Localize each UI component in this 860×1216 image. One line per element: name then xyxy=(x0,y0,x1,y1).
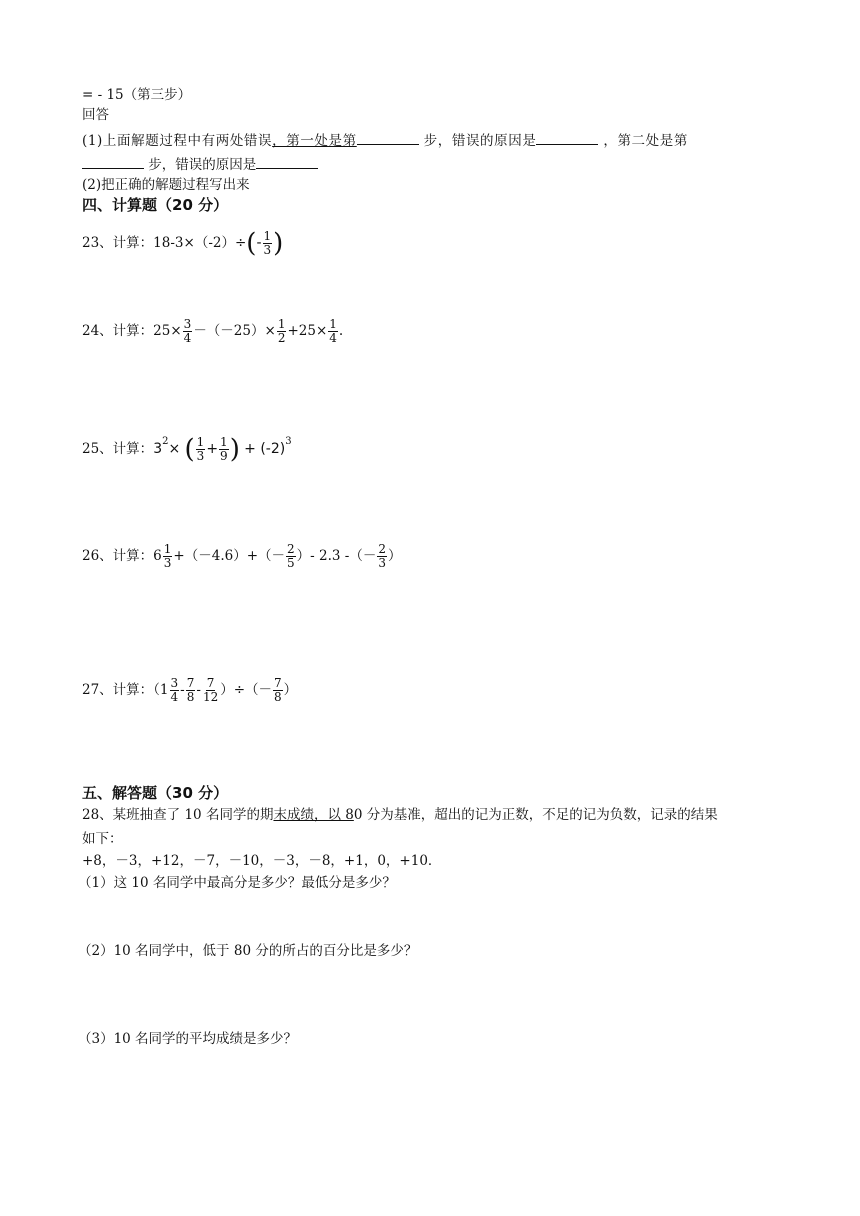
fraction: $\frac{1}{2}$ xyxy=(277,317,286,345)
fraction: $\frac{1}{3}$ xyxy=(263,229,272,257)
underlined-text: 末成绩，以 8 xyxy=(273,807,354,823)
problem-26: 26、计算：6 $\frac{1}{3}$ +（－4.6）+（－ $\frac{2}{5}$ ）- 2.3 -（－ $\frac{2}{3}$ ） xyxy=(82,542,402,570)
problem-24: 24、计算：25× $\frac{3}{4}$ －（－25）× $\frac{1}{2}$ +25× $\frac{1}{4}$ . xyxy=(82,317,344,345)
fraction: $\frac{7}{12}$ xyxy=(202,676,219,704)
section-5-heading: 五、解答题（30 分） xyxy=(82,784,229,802)
answer-blank[interactable] xyxy=(357,132,419,145)
answer-blank[interactable] xyxy=(256,156,318,169)
fraction: $\frac{7}{8}$ xyxy=(274,676,282,704)
problem-23: 23、计算：18-3×（-2）÷(- $\frac{1}{3}$ ) xyxy=(82,228,284,259)
problem-28: 28、某班抽查了 10 名同学的期末成绩，以 80 分为基准，超出的记为正数，不足的记为负数，记录的结果 xyxy=(82,807,718,823)
fraction: $\frac{2}{5}$ xyxy=(287,542,295,570)
problem-28-cont: 如下： xyxy=(82,831,123,847)
fraction: $\frac{1}{3}$ xyxy=(163,542,172,570)
fraction: $\frac{2}{3}$ xyxy=(378,542,386,570)
problem-25: 25、计算：$3^2\times$ ( $\frac{1}{3}$ + $\frac{1}{9}$ ) + $(-2)^3$ xyxy=(82,434,292,465)
fraction: $\frac{1}{9}$ xyxy=(220,435,228,463)
question-2-line: (2)把正确的解题过程写出来 xyxy=(82,177,250,193)
sub-question-3: （3）10 名同学的平均成绩是多少？ xyxy=(78,1031,298,1047)
fraction: $\frac{3}{4}$ xyxy=(183,317,192,345)
problem-27: 27、计算：（1 $\frac{3}{4}$ - $\frac{7}{8}$ - $\frac{7}{12}$ ）÷（－ $\frac{7}{8}$ ） xyxy=(82,676,298,704)
sub-question-2: （2）10 名同学中，低于 80 分的所占的百分比是多少？ xyxy=(78,943,418,959)
fraction: $\frac{1}{4}$ xyxy=(329,317,337,345)
fraction: $\frac{7}{8}$ xyxy=(186,676,195,704)
underlined-text: ，第一处是第 xyxy=(272,133,357,149)
section-4-heading: 四、计算题（20 分） xyxy=(82,196,229,214)
fraction: $\frac{1}{3}$ xyxy=(196,435,205,463)
question-1-line-cont: 步，错误的原因是 xyxy=(82,156,318,174)
fraction: $\frac{3}{4}$ xyxy=(170,676,179,704)
answer-blank[interactable] xyxy=(536,132,598,145)
previous-step-line: = - 15（第三步） xyxy=(82,87,192,103)
sub-question-1: （1）这 10 名同学中最高分是多少？最低分是多少？ xyxy=(78,875,396,891)
data-line: +8，－3，+12，－7，－10，－3，－8，+1，0，+10． xyxy=(82,853,442,869)
answer-blank[interactable] xyxy=(82,156,144,169)
question-1-line: (1)上面解题过程中有两处错误，第一处是第 步，错误的原因是 ，第二处是第 xyxy=(82,133,688,149)
answer-label: 回答 xyxy=(82,107,109,123)
